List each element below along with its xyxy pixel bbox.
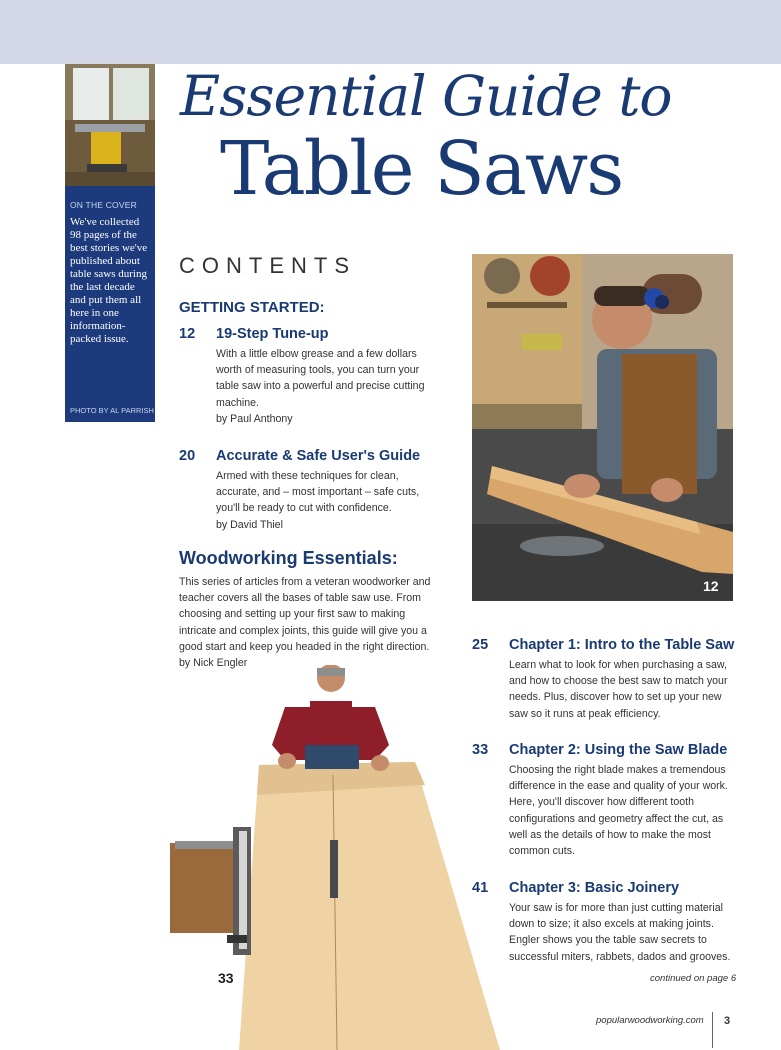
toc-page-number: 12 <box>179 326 196 342</box>
toc-title[interactable]: Chapter 3: Basic Joinery <box>509 880 680 896</box>
toc-page-number: 25 <box>472 637 489 653</box>
photo-credit: PHOTO BY AL PARRISH <box>70 406 154 415</box>
table-saw-photo <box>472 254 733 601</box>
toc-description <box>216 346 441 427</box>
toc-description: Choosing the right blade makes a tremendous difference in the ease and quality of your work. Here, you'll discover how different tooth configurations and geometry affect the cut, as well as the details of how to make the most common cuts. <box>509 764 728 858</box>
toc-title[interactable]: Chapter 1: Intro to the Table Saw <box>509 637 735 653</box>
toc-description: Your saw is for more than just cutting material down to size; it also excels at making joints. Engler shows you the table saw secrets to successful miters, rabbets, dados and grooves. <box>509 902 731 963</box>
title-line-1: Essential Guide to <box>180 64 672 128</box>
photo-page-label: 12 <box>703 578 719 594</box>
toc-byline: by Paul Anthony <box>216 412 293 425</box>
toc-title[interactable]: Chapter 2: Using the Saw Blade <box>509 742 728 758</box>
toc-page-number: 20 <box>179 448 196 464</box>
toc-description: Learn what to look for when purchasing a saw, and how to choose the best saw to match your needs. Plus, discover how to set up your new saw so it runs at peak efficiency. <box>509 659 728 720</box>
toc-desc-text: Armed with these techniques for clean, accurate, and – most important – safe cuts, you'll be ready to cut with confidence. <box>216 470 420 515</box>
toc-page-number: 33 <box>472 742 489 758</box>
woodworking-description <box>179 574 441 671</box>
woodworker-photo <box>165 665 500 1050</box>
toc-desc-text: With a little elbow grease and a few dollars worth of measuring tools, you can turn your table saw into a powerful and precise cutting machine. <box>216 348 425 409</box>
toc-title[interactable]: Accurate & Safe User's Guide <box>216 448 421 464</box>
woodworking-byline: by Nick Engler <box>179 657 248 670</box>
toc-description <box>216 468 441 533</box>
cover-photo <box>65 64 155 186</box>
title-line-2: Table Saws <box>220 126 623 212</box>
page-number: 3 <box>724 1015 731 1027</box>
toc-byline: by David Thiel <box>216 518 283 531</box>
getting-started-heading: GETTING STARTED: <box>179 299 325 316</box>
continued-note: continued on page 6 <box>650 973 737 984</box>
footer-url[interactable]: popularwoodworking.com <box>596 1015 704 1026</box>
photo-page-label: 33 <box>218 970 234 986</box>
top-band <box>0 0 781 64</box>
cover-info-box <box>65 186 155 422</box>
cover-label: ON THE COVER <box>70 200 137 210</box>
toc-title[interactable]: 19-Step Tune-up <box>216 326 329 342</box>
toc-page-number: 41 <box>472 880 489 896</box>
cover-text: We've collected 98 pages of the best stories we've published about table saws during the last decade and put them all here in one information-packed issue. <box>70 216 148 345</box>
woodworking-essentials-heading: Woodworking Essentials: <box>179 548 398 568</box>
woodworking-desc-text: This series of articles from a veteran woodworker and teacher covers all the bases of table saw use. From choosing and setting up your first saw to making intricate and complex joints, this guide will give you a good start and keep you headed in the right direction. <box>179 576 431 653</box>
contents-heading: CONTENTS <box>179 253 356 278</box>
footer-divider <box>712 1012 713 1048</box>
